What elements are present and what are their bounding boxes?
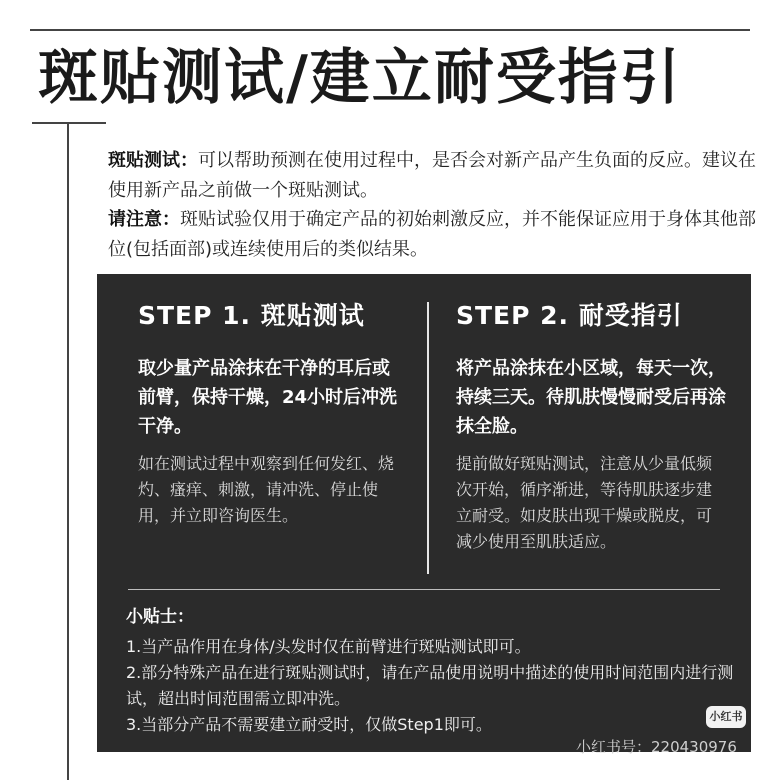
xiaohongshu-badge: 小红书 — [706, 706, 746, 728]
left-rule-vertical — [67, 123, 69, 780]
left-rule-horizontal — [32, 122, 106, 124]
tips-divider — [128, 589, 720, 590]
step-1-instructions: 取少量产品涂抹在干净的耳后或前臂，保持干燥，24小时后冲洗干净。 — [138, 358, 398, 437]
step-2-column — [456, 274, 726, 555]
tips-section — [126, 604, 736, 738]
step-1-column — [138, 274, 400, 529]
step-2-instructions: 将产品涂抹在小区域，每天一次，持续三天。待肌肤慢慢耐受后再涂抹全脸。 — [456, 358, 726, 437]
step-2-title: STEP 2. 耐受指引 — [456, 301, 683, 330]
steps-panel — [97, 274, 751, 752]
step-2-advice: 提前做好斑贴测试，注意从少量低频次开始，循序渐进，等待肌肤逐步建立耐受。如皮肤出现干燥或脱皮，可减少使用至肌肤适应。 — [456, 454, 713, 551]
steps-divider — [427, 302, 429, 574]
patch-test-text: 可以帮助预测在使用过程中，是否会对新产品产生负面的反应。建议在使用新产品之前做一个斑贴测试。 — [108, 150, 756, 201]
account-id-watermark: 小红书号：220430976 — [576, 738, 737, 756]
tip-item-2: 2.部分特殊产品在进行斑贴测试时，请在产品使用说明中描述的使用时间范围内进行测试，超出时间范围需立即冲洗。 — [126, 663, 734, 708]
page-title: 斑贴测试/建立耐受指引 — [38, 43, 682, 113]
step-1-warning: 如在测试过程中观察到任何发红、烧灼、瘙痒、刺激，请冲洗、停止使用，并立即咨询医生。 — [138, 454, 395, 525]
tip-item-3: 3.当部分产品不需要建立耐受时，仅做Step1即可。 — [126, 715, 492, 734]
note-text: 斑贴试验仅用于确定产品的初始刺激反应，并不能保证应用于身体其他部位(包括面部)或连续使用后的类似结果。 — [108, 209, 756, 260]
intro-patch-paragraph — [108, 146, 758, 205]
intro-section — [108, 146, 758, 264]
intro-note-paragraph — [108, 205, 758, 264]
note-label: 请注意： — [108, 209, 180, 230]
top-divider — [30, 29, 750, 31]
tip-item-1: 1.当产品作用在身体/头发时仅在前臂进行斑贴测试即可。 — [126, 637, 531, 656]
tips-title: 小贴士： — [126, 607, 194, 627]
patch-test-label: 斑贴测试： — [108, 150, 198, 171]
step-1-title: STEP 1. 斑贴测试 — [138, 301, 365, 330]
